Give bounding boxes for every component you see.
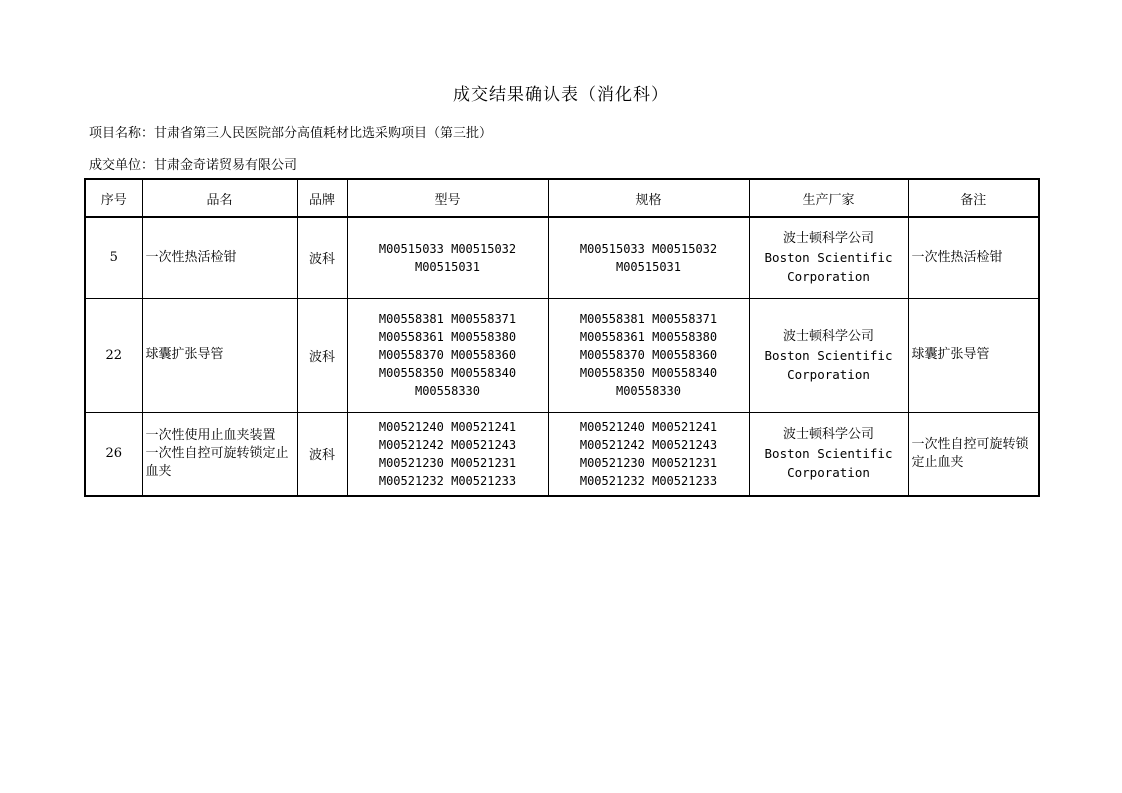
row-remark: 球囊扩张导管: [908, 298, 1039, 412]
row-spec: M00521240 M00521241 M00521242 M00521243 M00521230 M00521231 M00521232 M00521233: [548, 412, 749, 496]
manufacturer-en-2: Corporation: [787, 269, 870, 285]
header-remark: 备注: [908, 179, 1039, 217]
manufacturer-cn: 波士顿科学公司: [782, 328, 874, 344]
row-brand: 波科: [297, 412, 347, 496]
table-header-row: [85, 179, 1039, 217]
row-model: M00521240 M00521241 M00521242 M00521243 M00521230 M00521231 M00521232 M00521233: [347, 412, 548, 496]
row-manufacturer: [749, 217, 908, 298]
manufacturer-en: Boston Scientific: [764, 250, 893, 266]
row-model: M00558381 M00558371 M00558361 M00558380 M00558370 M00558360 M00558350 M00558340 M00558330: [347, 298, 548, 412]
row-name: 球囊扩张导管: [142, 298, 297, 412]
header-brand: 品牌: [297, 179, 347, 217]
row-remark: 一次性热活检钳: [908, 217, 1039, 298]
table-row: [85, 298, 1039, 412]
table-row: [85, 217, 1039, 298]
row-brand: 波科: [297, 217, 347, 298]
row-seq: 26: [85, 412, 142, 496]
manufacturer-cn: 波士顿科学公司: [782, 231, 874, 247]
header-model: 型号: [347, 179, 548, 217]
manufacturer-en-2: Corporation: [787, 465, 870, 481]
row-seq: 5: [85, 217, 142, 298]
manufacturer-en: Boston Scientific: [764, 347, 893, 363]
row-spec: M00558381 M00558371 M00558361 M00558380 M00558370 M00558360 M00558350 M00558340 M00558330: [548, 298, 749, 412]
manufacturer-en: Boston Scientific: [764, 446, 893, 462]
header-seq: 序号: [85, 179, 142, 217]
row-manufacturer: [749, 412, 908, 496]
row-remark: 一次性自控可旋转锁定止血夹: [908, 412, 1039, 496]
page-title: 成交结果确认表（消化科）: [453, 85, 669, 105]
row-manufacturer: [749, 298, 908, 412]
row-spec: M00515033 M00515032 M00515031: [548, 217, 749, 298]
header-spec: 规格: [548, 179, 749, 217]
manufacturer-cn: 波士顿科学公司: [782, 427, 874, 443]
row-brand: 波科: [297, 298, 347, 412]
result-table: [84, 178, 1040, 497]
row-seq: 22: [85, 298, 142, 412]
vendor-line: 成交单位：甘肃金奇诺贸易有限公司: [89, 158, 298, 173]
header-manufacturer: 生产厂家: [749, 179, 908, 217]
table-row: [85, 412, 1039, 496]
row-model: M00515033 M00515032 M00515031: [347, 217, 548, 298]
project-name-line: 项目名称：甘肃省第三人民医院部分高值耗材比选采购项目（第三批）: [89, 126, 493, 141]
row-name: 一次性热活检钳: [142, 217, 297, 298]
manufacturer-en-2: Corporation: [787, 366, 870, 382]
row-name: 一次性使用止血夹装置 一次性自控可旋转锁定止血夹: [142, 412, 297, 496]
header-name: 品名: [142, 179, 297, 217]
